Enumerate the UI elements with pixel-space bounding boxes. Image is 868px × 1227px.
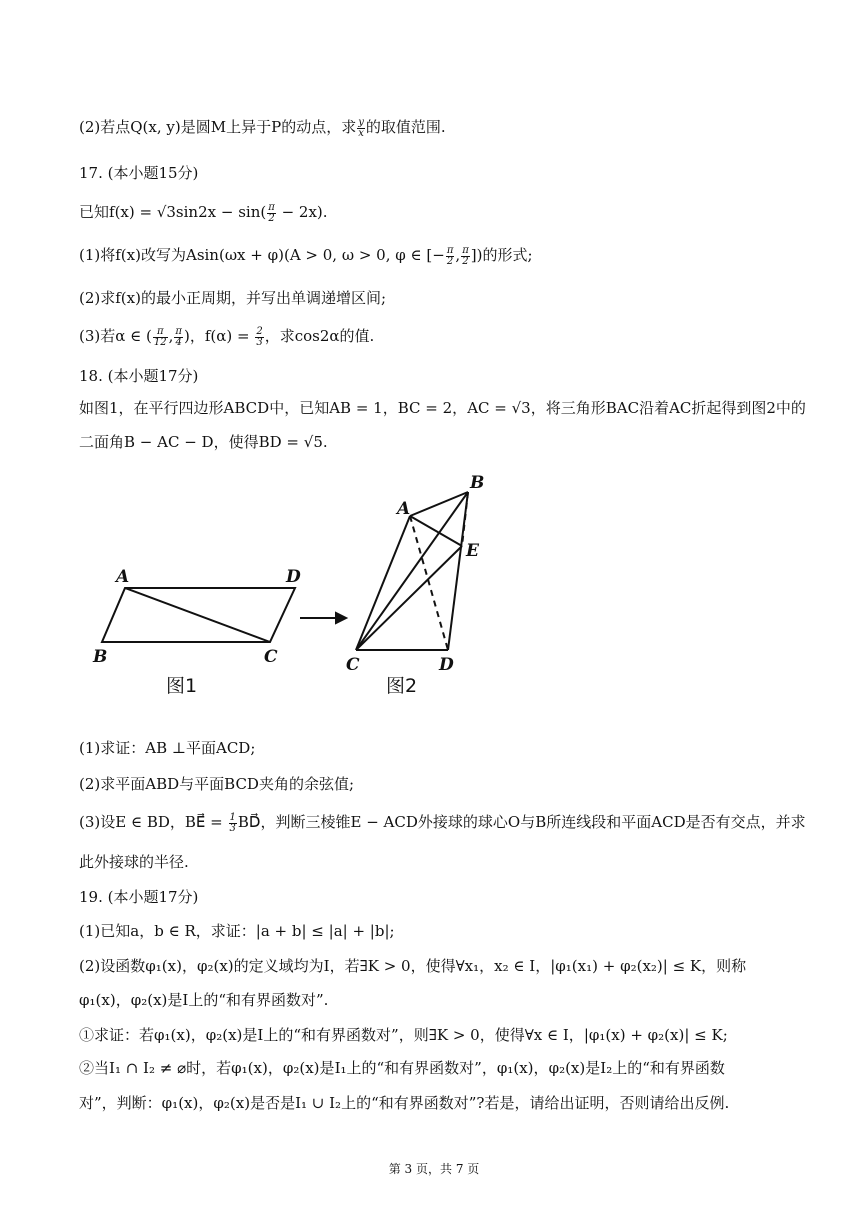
q18-stem-line1: 如图1，在平行四边形ABCD中，已知AB = 1，BC = 2，AC = √3，将三角形BAC沿着AC折起得到图2中的 <box>79 399 806 417</box>
fig1-label-D: D <box>286 567 301 587</box>
fig2-label-C: C <box>346 655 360 675</box>
math: M <box>210 118 227 136</box>
fig2-label-B: B <box>470 473 485 493</box>
fig2-label-D: D <box>439 655 454 675</box>
q19-part2: (2)设函数φ₁(x)，φ₂(x)的定义域均为I，若∃K > 0，使得∀x₁，x₂ ∈ I，|φ₁(x₁) + φ₂(x₂)| ≤ K，则称 <box>79 957 747 975</box>
figure1-parallelogram <box>102 588 295 642</box>
fig1-caption: 图1 <box>166 675 198 697</box>
q19-part1: (1)已知a，b ∈ R，求证：|a + b| ≤ |a| + |b|; <box>79 922 395 940</box>
figure2-tetrahedron <box>356 492 468 650</box>
text: 是圆 <box>180 118 211 136</box>
arrow <box>300 613 346 623</box>
q18-part1: (1)求证：AB ⊥平面ACD; <box>79 739 256 757</box>
text: 上异于 <box>226 118 272 136</box>
q16-part2 <box>79 117 446 139</box>
q18-part3-line2: 此外接球的半径. <box>79 853 189 871</box>
q19-part2-line2: φ₁(x)，φ₂(x)是I上的“和有界函数对”. <box>79 991 329 1009</box>
q17-part3: (3)若α ∈ ( $\frac{\pi}{12}$ , $\frac{\pi}{4}$ )，f(α) = $\frac{2}{3}$ ，求cos2α的值. <box>79 325 375 348</box>
q18-part2: (2)求平面ABD与平面BCD夹角的余弦值; <box>79 775 355 793</box>
fig1-label-B: B <box>93 647 108 667</box>
fig2-caption: 图2 <box>386 675 418 697</box>
text: 的动点，求 <box>281 118 357 136</box>
text: (2)若点 <box>79 118 131 136</box>
q19-sub2: ②当I₁ ∩ I₂ ≠ ⌀时，若φ₁(x)，φ₂(x)是I₁上的“和有界函数对”，φ₁(x)，φ₂(x)是I₂上的“和有界函数 <box>79 1059 725 1077</box>
fig1-label-A: A <box>116 567 130 587</box>
fig2-label-A: A <box>397 499 411 519</box>
q19-sub1: ①求证：若φ₁(x)，φ₂(x)是I上的“和有界函数对”，则∃K > 0，使得∀x ∈ I，|φ₁(x) + φ₂(x)| ≤ K; <box>79 1026 728 1044</box>
q17-part1: (1)将f(x)改写为Asin(ωx + φ)(A > 0, ω > 0, φ ∈ [− $\frac{\pi}{2}$ , $\frac{\pi}{2}$ ])的形式; <box>79 244 533 267</box>
q18-part3: (3)设E ∈ BD，BE⃗ = $\frac{1}{3}$ BD⃗，判断三棱锥E − ACD外接球的球心O与B所连线段和平面ACD是否有交点，并求 <box>79 811 806 834</box>
text: 的取值范围. <box>365 118 446 136</box>
fraction: $\frac{y}{x}$ <box>358 116 364 139</box>
math: P <box>271 118 282 136</box>
q19-header: 19. (本小题17分) <box>79 888 199 906</box>
fig2-label-E: E <box>466 541 479 561</box>
q17-part2: (2)求f(x)的最小正周期，并写出单调递增区间; <box>79 289 387 307</box>
q18-header: 18. (本小题17分) <box>79 367 199 385</box>
q18-figure <box>90 470 730 710</box>
q17-header: 17. (本小题15分) <box>79 164 199 182</box>
q19-sub2-line2: 对”，判断：φ₁(x)，φ₂(x)是否是I₁ ∪ I₂上的“和有界函数对”?若是，请给出证明，否则请给出反例. <box>79 1094 730 1112</box>
math: Q(x, y) <box>130 118 181 136</box>
page-footer: 第 3 页，共 7 页 <box>388 1162 480 1176</box>
q17-given: 已知f(x) = √3sin2x − sin( $\frac{\pi}{2}$ − 2x). <box>79 201 328 224</box>
q18-stem-line2: 二面角B − AC − D，使得BD = √5. <box>79 433 328 451</box>
fig1-label-C: C <box>264 647 278 667</box>
